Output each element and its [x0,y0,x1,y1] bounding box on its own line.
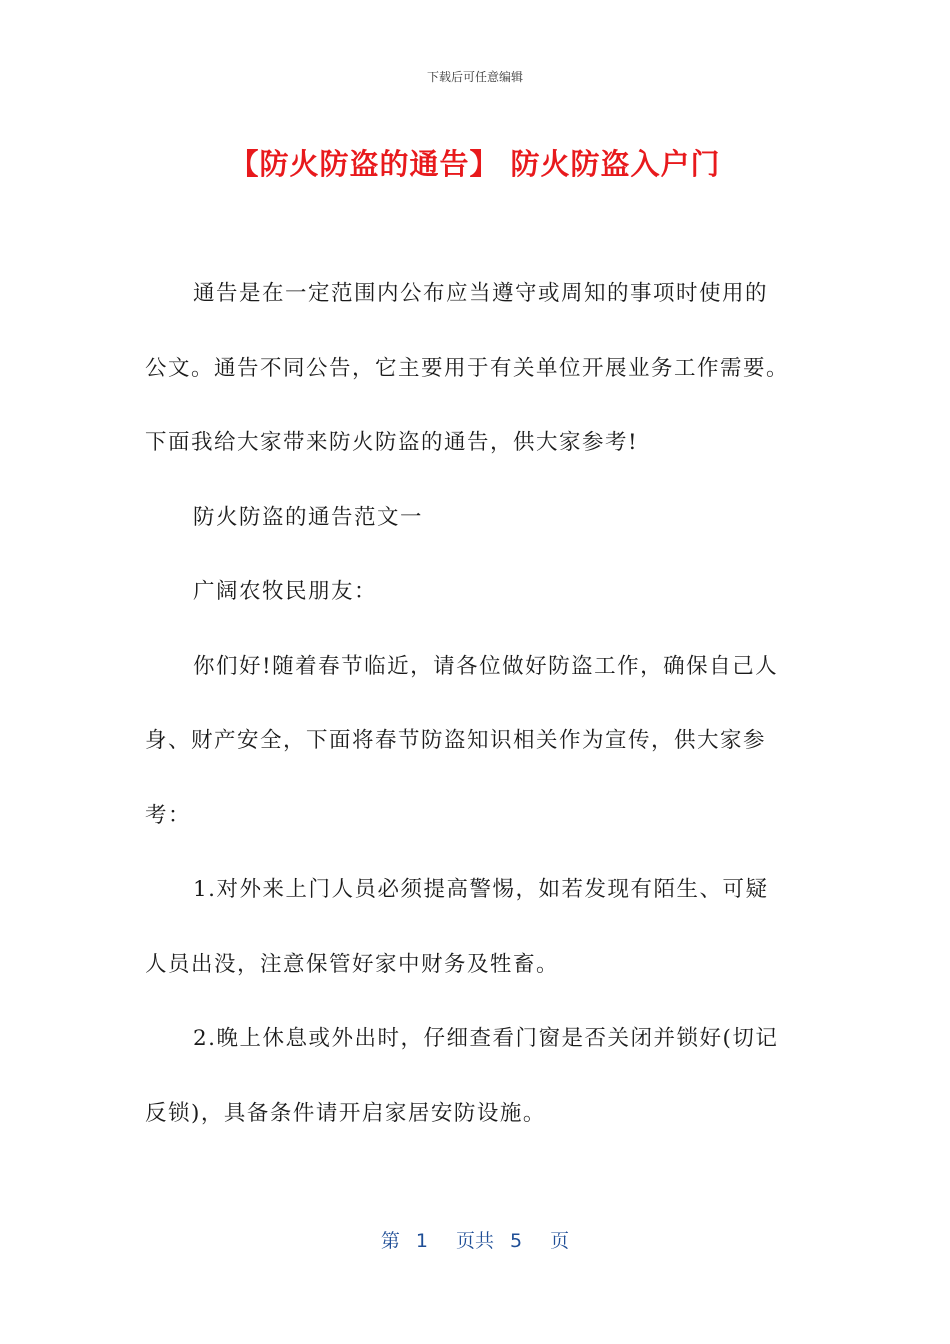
list-item-line: 1.对外来上门人员必须提高警惕，如若发现有陌生、可疑 [193,877,769,902]
paragraph-line: 身、财产安全，下面将春节防盗知识相关作为宣传，供大家参 [145,728,767,753]
paragraph-line: 通告是在一定范围内公布应当遵守或周知的事项时使用的 [193,281,769,306]
paragraph-line: 你们好!随着春节临近，请各位做好防盗工作，确保自己人 [193,653,779,679]
list-item-line: 2.晚上休息或外出时，仔细查看门窗是否关闭并锁好(切记 [193,1026,779,1051]
document-body [145,272,807,1166]
list-item-line: 反锁)，具备条件请开启家居安防设施。 [145,1100,546,1126]
footer-current-page: 1 [415,1230,428,1252]
footer-prefix: 第 [380,1230,400,1252]
paragraph-line: 考： [145,802,192,828]
footer-suffix: 页 [550,1230,570,1252]
footer-middle: 页共 [455,1230,494,1252]
section-heading: 防火防盗的通告范文一 [193,504,424,530]
paragraph-line: 下面我给大家带来防火防盗的通告，供大家参考! [145,430,639,455]
header-note: 下载后可任意编辑 [426,70,523,84]
salutation: 广阔农牧民朋友： [193,579,378,604]
page-footer [0,1226,950,1253]
footer-total-pages: 5 [510,1230,523,1252]
paragraph-line: 公文。通告不同公告，它主要用于有关单位开展业务工作需要。 [145,355,790,381]
list-item-line: 人员出没，注意保管好家中财务及牲畜。 [145,951,560,977]
document-title: 【防火防盗的通告】 防火防盗入户门 [229,147,721,181]
